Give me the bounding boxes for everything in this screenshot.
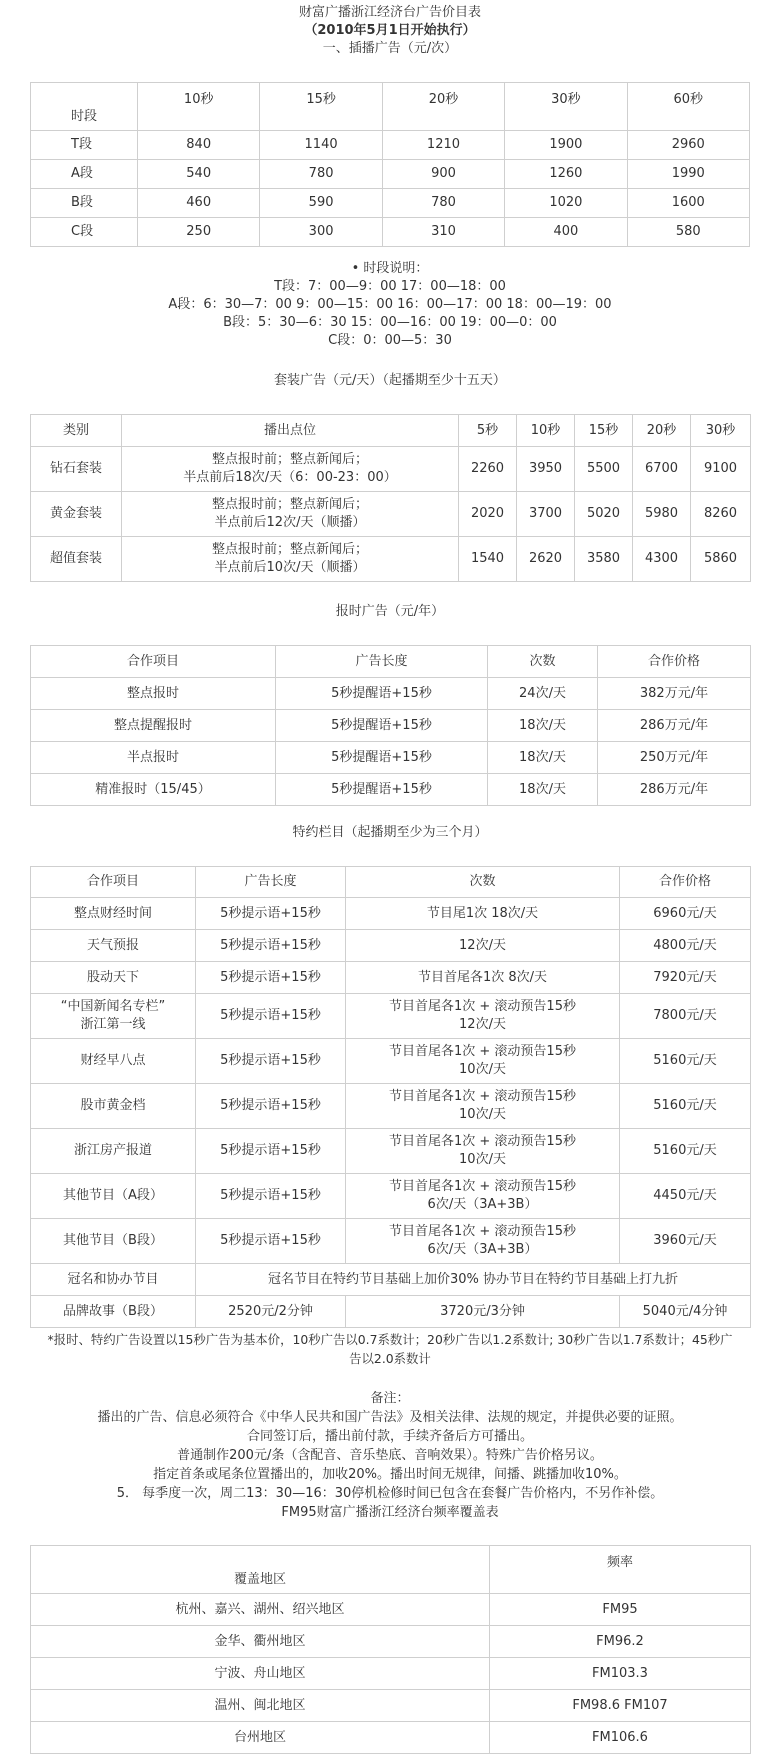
sponsor-item: 天气预报 (31, 930, 196, 962)
spot-col-header: 60秒 (627, 83, 749, 131)
price-cell: 3950 (517, 447, 575, 492)
price-cell: 250 (138, 218, 260, 247)
timecheck-price: 250万元/年 (598, 742, 751, 774)
sponsor-times-line: 6次/天（3A+3B） (427, 1197, 538, 1212)
coverage-frequency: FM106.6 (490, 1722, 751, 1754)
package-name: 黄金套装 (31, 492, 122, 537)
coverage-col-header: 频率 (490, 1546, 751, 1594)
period-note-line: A段：6：30—7：00 9：00—15：00 16：00—17：00 18：00—19：00 (168, 297, 612, 312)
table-row (31, 1084, 751, 1129)
sponsor-length: 5秒提示语+15秒 (196, 962, 346, 994)
coverage-col-header: 覆盖地区 (31, 1546, 490, 1594)
sponsor-item: 其他节目（B段） (31, 1219, 196, 1264)
spot-col-header: 30秒 (505, 83, 627, 131)
timecheck-col-header: 次数 (488, 646, 598, 678)
price-cell: 5500 (575, 447, 633, 492)
timecheck-length: 5秒提醒语+15秒 (276, 678, 488, 710)
package-col-header: 10秒 (517, 415, 575, 447)
section-spot-title: 一、插播广告（元/次） (322, 41, 458, 56)
sponsor-length: 5秒提示语+15秒 (196, 1174, 346, 1219)
coverage-region: 杭州、嘉兴、湖州、绍兴地区 (31, 1594, 490, 1626)
sponsor-col-header: 次数 (346, 867, 620, 898)
price-cell: 400 (505, 218, 627, 247)
sponsor-length: 5秒提示语+15秒 (196, 898, 346, 930)
spot-ad-table (30, 82, 750, 247)
price-cell: 1020 (505, 189, 627, 218)
sponsor-times-line: 节目首尾各1次 + 滚动预告15秒 (389, 1179, 576, 1194)
period-notes (0, 260, 780, 350)
table-row (31, 1626, 751, 1658)
table-row (31, 898, 751, 930)
sponsor-times-line: 节目首尾各1次 + 滚动预告15秒 (389, 1224, 576, 1239)
sponsor-times-line: 节目首尾各1次 + 滚动预告15秒 (389, 1134, 576, 1149)
sponsor-title: 特约栏目（起播期至少为三个月） (292, 825, 488, 840)
sponsor-price: 5160元/天 (620, 1039, 751, 1084)
coverage-frequency: FM96.2 (490, 1626, 751, 1658)
sponsor-item (31, 994, 196, 1039)
table-row (31, 710, 751, 742)
price-cell: 4300 (633, 537, 691, 582)
remarks-title: 备注： (370, 1391, 410, 1406)
remark-line: 指定首条或尾条位置播出的，加收20%。播出时间无规律，间播、跳播加收10%。 (153, 1467, 627, 1482)
period-note-line: C段：0：00—5：30 (328, 333, 452, 348)
table-row (31, 1039, 751, 1084)
sponsor-times (346, 1039, 620, 1084)
price-cell: 5860 (691, 537, 751, 582)
sponsor-price: 7800元/天 (620, 994, 751, 1039)
remarks (0, 1389, 780, 1522)
footnote-line: *报时、特约广告设置以15秒广告为基本价，10秒广告以0.7系数计；20秒广告以1.2系数计; 30秒广告以1.7系数计；45秒广 (47, 1332, 733, 1347)
timecheck-table (30, 645, 751, 806)
naming-row (31, 1264, 751, 1296)
sponsor-price: 7920元/天 (620, 962, 751, 994)
table-row (31, 1594, 751, 1626)
coverage-title: FM95财富广播浙江经济台频率覆盖表 (281, 1505, 499, 1520)
timecheck-item: 整点提醒报时 (31, 710, 276, 742)
sponsor-price: 4450元/天 (620, 1174, 751, 1219)
package-slot-line: 整点报时前；整点新闻后； (211, 452, 368, 467)
table-row (31, 131, 750, 160)
period-note-line: T段：7：00—9：00 17：00—18：00 (274, 279, 506, 294)
remark-line: 5． 每季度一次，周二13：30—16：30停机检修时间已包含在套餐广告价格内，不另作补偿。 (116, 1486, 664, 1501)
package-col-header: 30秒 (691, 415, 751, 447)
sponsor-item: 股市黄金档 (31, 1084, 196, 1129)
price-cell: 5020 (575, 492, 633, 537)
sponsor-times-line: 10次/天 (459, 1062, 506, 1077)
table-row (31, 218, 750, 247)
package-header-row (31, 415, 751, 447)
spot-corner-cell: 时段 (31, 83, 138, 131)
price-cell: 6700 (633, 447, 691, 492)
sponsor-col-header: 合作价格 (620, 867, 751, 898)
sponsor-times-line: 节目首尾各1次 + 滚动预告15秒 (389, 999, 576, 1014)
table-row (31, 994, 751, 1039)
package-slot-line: 整点报时前；整点新闻后； (211, 542, 368, 557)
sponsor-price: 5160元/天 (620, 1129, 751, 1174)
table-row (31, 160, 750, 189)
table-row (31, 1219, 751, 1264)
price-cell: 2620 (517, 537, 575, 582)
sponsor-price: 4800元/天 (620, 930, 751, 962)
timecheck-item: 半点报时 (31, 742, 276, 774)
doc-title: 财富广播浙江经济台广告价目表 (298, 5, 481, 20)
remark-line: 普通制作200元/条（含配音、音乐垫底、音响效果）。特殊广告价格另议。 (177, 1448, 603, 1463)
sponsor-times (346, 1129, 620, 1174)
package-name: 超值套装 (31, 537, 122, 582)
sponsor-item-line: “中国新闻名专栏” (60, 999, 166, 1014)
sponsor-length: 5秒提示语+15秒 (196, 1219, 346, 1264)
package-table (30, 414, 751, 582)
brand-price: 2520元/2分钟 (196, 1296, 346, 1328)
package-col-header: 5秒 (459, 415, 517, 447)
price-cell: 840 (138, 131, 260, 160)
timecheck-times: 18次/天 (488, 710, 598, 742)
sponsor-col-header: 合作项目 (31, 867, 196, 898)
price-cell: 1260 (505, 160, 627, 189)
sponsor-times: 12次/天 (346, 930, 620, 962)
table-row (31, 447, 751, 492)
price-cell: 540 (138, 160, 260, 189)
price-cell: 780 (382, 189, 504, 218)
price-cell: 3580 (575, 537, 633, 582)
price-cell: 780 (260, 160, 382, 189)
sponsor-price: 3960元/天 (620, 1219, 751, 1264)
sponsor-length: 5秒提示语+15秒 (196, 1129, 346, 1174)
sponsor-times-line: 12次/天 (459, 1017, 506, 1032)
sponsor-item: 股动天下 (31, 962, 196, 994)
price-cell: 310 (382, 218, 504, 247)
sponsor-price: 5160元/天 (620, 1084, 751, 1129)
remark-line: 播出的广告、信息必须符合《中华人民共和国广告法》及相关法律、法规的规定，并提供必要的证照。 (97, 1410, 683, 1425)
package-slot-line: 整点报时前；整点新闻后； (211, 497, 368, 512)
period-label: T段 (31, 131, 138, 160)
sponsor-item-line: 浙江第一线 (80, 1017, 146, 1032)
sponsor-item: 财经早八点 (31, 1039, 196, 1084)
table-row (31, 962, 751, 994)
sponsor-times (346, 994, 620, 1039)
price-cell: 2260 (459, 447, 517, 492)
remark-line: 合同签订后，播出前付款，手续齐备后方可播出。 (246, 1429, 533, 1444)
naming-text: 冠名节目在特约节目基础上加价30% 协办节目在特约节目基础上打九折 (196, 1264, 751, 1296)
price-cell: 2020 (459, 492, 517, 537)
sponsor-times-line: 10次/天 (459, 1152, 506, 1167)
sponsor-length: 5秒提示语+15秒 (196, 930, 346, 962)
brand-story-row (31, 1296, 751, 1328)
timecheck-col-header: 合作价格 (598, 646, 751, 678)
sponsor-item: 整点财经时间 (31, 898, 196, 930)
sponsor-item: 浙江房产报道 (31, 1129, 196, 1174)
table-row (31, 537, 751, 582)
sponsor-price: 6960元/天 (620, 898, 751, 930)
sponsor-col-header: 广告长度 (196, 867, 346, 898)
package-name: 钻石套装 (31, 447, 122, 492)
coverage-frequency: FM103.3 (490, 1658, 751, 1690)
price-cell: 1140 (260, 131, 382, 160)
price-cell: 460 (138, 189, 260, 218)
table-row (31, 1690, 751, 1722)
coverage-frequency: FM98.6 FM107 (490, 1690, 751, 1722)
timecheck-col-header: 广告长度 (276, 646, 488, 678)
sponsor-times-line: 节目首尾各1次 + 滚动预告15秒 (389, 1089, 576, 1104)
package-title: 套装广告（元/天）（起播期至少十五天） (274, 373, 506, 388)
timecheck-price: 286万元/年 (598, 710, 751, 742)
table-row (31, 1722, 751, 1754)
brand-price: 3720元/3分钟 (346, 1296, 620, 1328)
package-slot (122, 492, 459, 537)
price-cell: 1600 (627, 189, 749, 218)
table-row (31, 1129, 751, 1174)
brand-label: 品牌故事（B段） (31, 1296, 196, 1328)
table-row (31, 189, 750, 218)
footnote (0, 1330, 780, 1368)
price-cell: 590 (260, 189, 382, 218)
price-cell: 1210 (382, 131, 504, 160)
coverage-region: 金华、衢州地区 (31, 1626, 490, 1658)
table-row (31, 930, 751, 962)
package-slot-line: 半点前后10次/天（顺播） (214, 560, 366, 575)
sponsor-times-line: 10次/天 (459, 1107, 506, 1122)
timecheck-title: 报时广告（元/年） (335, 604, 445, 619)
timecheck-length: 5秒提醒语+15秒 (276, 710, 488, 742)
package-slot-line: 半点前后12次/天（顺播） (214, 515, 366, 530)
spot-col-header: 10秒 (138, 83, 260, 131)
coverage-header-row (31, 1546, 751, 1594)
timecheck-length: 5秒提醒语+15秒 (276, 742, 488, 774)
timecheck-length: 5秒提醒语+15秒 (276, 774, 488, 806)
timecheck-item: 精准报时（15/45） (31, 774, 276, 806)
period-label: B段 (31, 189, 138, 218)
package-slot (122, 447, 459, 492)
price-cell: 300 (260, 218, 382, 247)
spot-col-header: 20秒 (382, 83, 504, 131)
sponsor-times-line: 6次/天（3A+3B） (427, 1242, 538, 1257)
footnote-line: 告以2.0系数计 (349, 1351, 431, 1366)
table-row (31, 1658, 751, 1690)
spot-col-header: 15秒 (260, 83, 382, 131)
price-cell: 8260 (691, 492, 751, 537)
sponsor-times (346, 1174, 620, 1219)
timecheck-times: 18次/天 (488, 742, 598, 774)
sponsor-length: 5秒提示语+15秒 (196, 1084, 346, 1129)
timecheck-header-row (31, 646, 751, 678)
table-row (31, 678, 751, 710)
table-row (31, 774, 751, 806)
price-cell: 5980 (633, 492, 691, 537)
sponsor-length: 5秒提示语+15秒 (196, 1039, 346, 1084)
price-cell: 580 (627, 218, 749, 247)
package-slot (122, 537, 459, 582)
period-note-line: B段：5：30—6：30 15：00—16：00 19：00—0：00 (223, 315, 557, 330)
package-slot-line: 半点前后18次/天（6：00-23：00） (183, 470, 397, 485)
period-notes-title: • 时段说明： (351, 261, 429, 276)
sponsor-times-line: 节目首尾各1次 + 滚动预告15秒 (389, 1044, 576, 1059)
price-cell: 3700 (517, 492, 575, 537)
package-col-header: 20秒 (633, 415, 691, 447)
sponsor-item: 其他节目（A段） (31, 1174, 196, 1219)
timecheck-times: 18次/天 (488, 774, 598, 806)
doc-subtitle: （2010年5月1日开始执行） (304, 23, 476, 38)
period-label: C段 (31, 218, 138, 247)
package-col-header: 播出点位 (122, 415, 459, 447)
price-cell: 1540 (459, 537, 517, 582)
sponsor-table (30, 866, 751, 1328)
brand-price: 5040元/4分钟 (620, 1296, 751, 1328)
timecheck-item: 整点报时 (31, 678, 276, 710)
price-cell: 1900 (505, 131, 627, 160)
sponsor-times: 节目尾1次 18次/天 (346, 898, 620, 930)
timecheck-col-header: 合作项目 (31, 646, 276, 678)
price-cell: 9100 (691, 447, 751, 492)
package-col-header: 15秒 (575, 415, 633, 447)
spot-header-row (31, 83, 750, 131)
sponsor-times (346, 1084, 620, 1129)
coverage-frequency: FM95 (490, 1594, 751, 1626)
table-row (31, 492, 751, 537)
sponsor-times: 节目首尾各1次 8次/天 (346, 962, 620, 994)
price-cell: 900 (382, 160, 504, 189)
sponsor-times (346, 1219, 620, 1264)
table-row (31, 1174, 751, 1219)
sponsor-header-row (31, 867, 751, 898)
coverage-region: 宁波、舟山地区 (31, 1658, 490, 1690)
naming-label: 冠名和协办节目 (31, 1264, 196, 1296)
timecheck-price: 286万元/年 (598, 774, 751, 806)
header (0, 4, 780, 58)
timecheck-price: 382万元/年 (598, 678, 751, 710)
sponsor-length: 5秒提示语+15秒 (196, 994, 346, 1039)
package-col-header: 类别 (31, 415, 122, 447)
coverage-region: 台州地区 (31, 1722, 490, 1754)
timecheck-times: 24次/天 (488, 678, 598, 710)
coverage-table (30, 1545, 751, 1754)
period-label: A段 (31, 160, 138, 189)
price-cell: 2960 (627, 131, 749, 160)
coverage-region: 温州、闽北地区 (31, 1690, 490, 1722)
table-row (31, 742, 751, 774)
price-cell: 1990 (627, 160, 749, 189)
